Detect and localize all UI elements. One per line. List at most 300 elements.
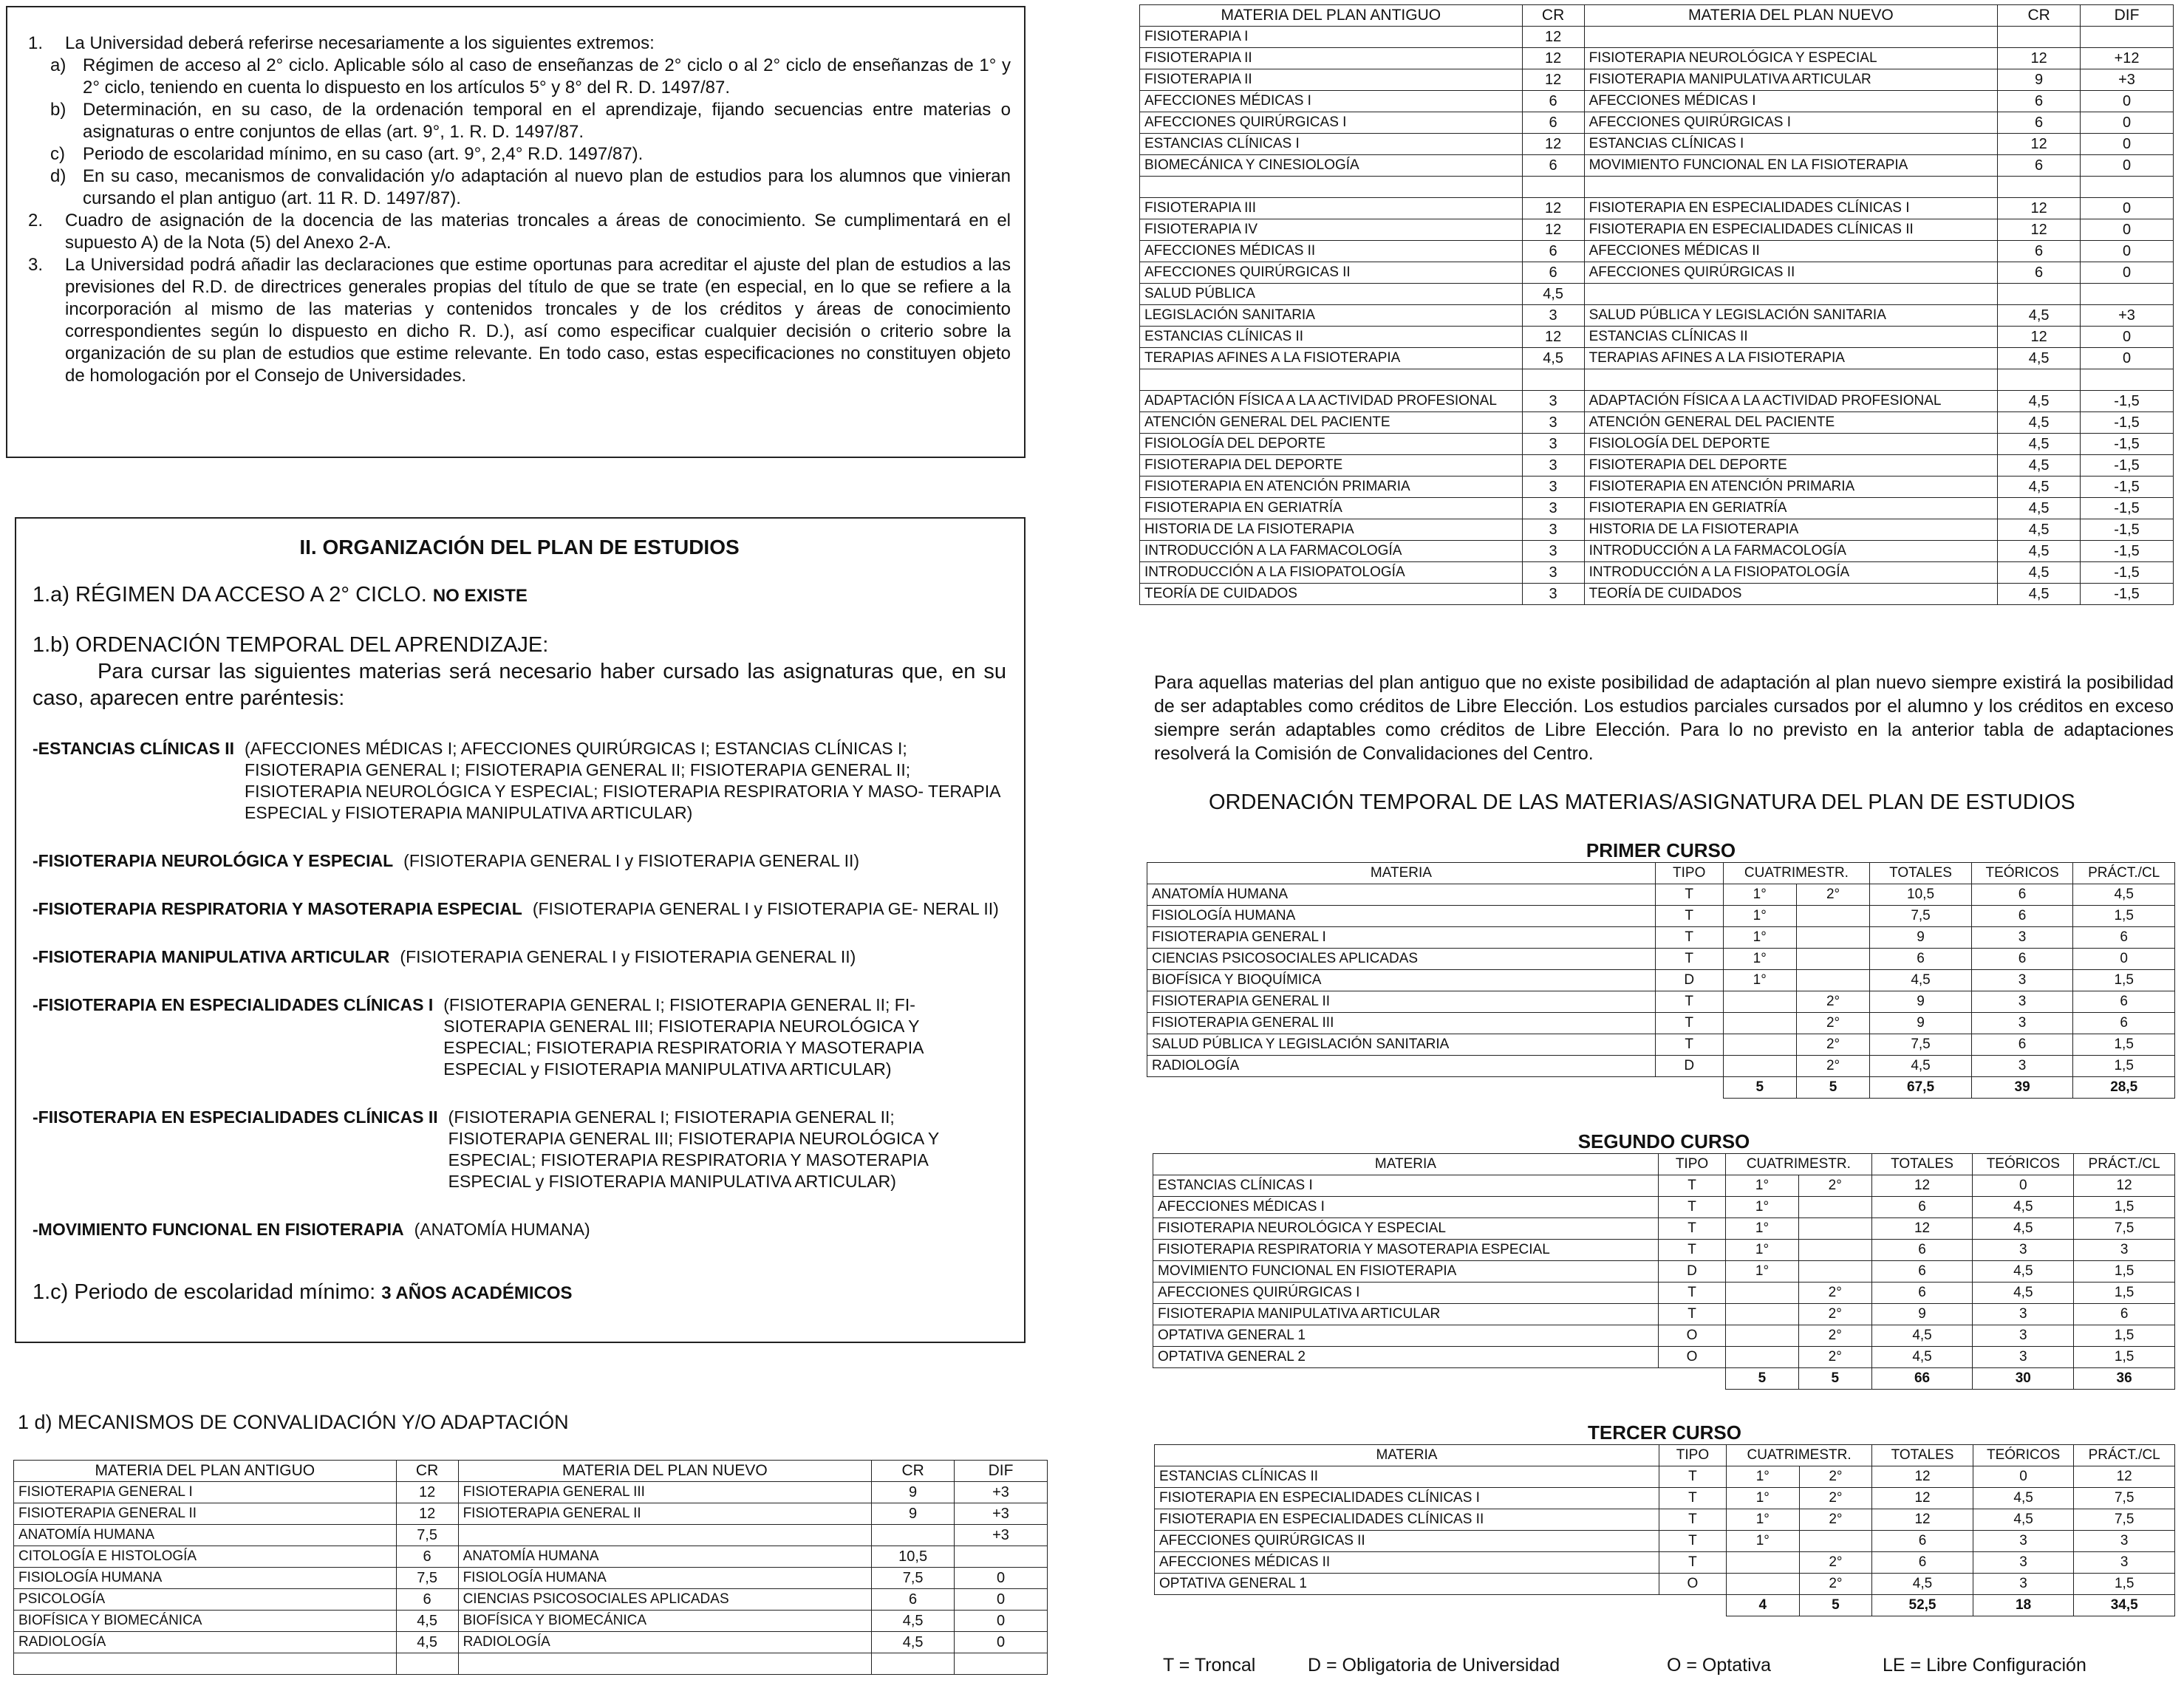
table-cell: 1,5: [2073, 906, 2175, 927]
column-header: TOTALES: [1871, 1154, 1973, 1175]
table-cell: 6: [1871, 1261, 1973, 1283]
table-cell: [1584, 284, 1998, 305]
table-cell: 3: [1971, 1056, 2073, 1077]
table-cell: 4,5: [1998, 584, 2081, 605]
table-cell: -1,5: [2081, 584, 2174, 605]
table-row: [1140, 562, 2174, 584]
rule-prerequisites: (ANATOMÍA HUMANA): [414, 1220, 590, 1239]
table-cell: T: [1658, 1283, 1725, 1304]
regimen-acceso: [33, 581, 1006, 609]
note-3: [28, 254, 1011, 387]
table-cell: FISIOTERAPIA DEL DEPORTE: [1584, 455, 1998, 477]
column-header: CR: [872, 1461, 955, 1482]
table-cell: 7,5: [2074, 1488, 2175, 1509]
table-cell: [1723, 991, 1796, 1013]
regimen-label: 1.a) RÉGIMEN DA ACCESO A 2° CICLO.: [33, 583, 427, 607]
table-cell: 12: [1522, 198, 1584, 219]
table-cell: 6: [1998, 155, 2081, 177]
table-row: [1140, 391, 2174, 412]
table-cell: 4,5: [1973, 1488, 2074, 1509]
table-cell: BIOFÍSICA Y BIOMECÁNICA: [458, 1611, 872, 1632]
table-cell: 7,5: [396, 1568, 458, 1589]
regimen-value: NO EXISTE: [432, 586, 528, 606]
table-row: [14, 1482, 1048, 1503]
escolaridad: [33, 1279, 1006, 1307]
table-cell: 3: [1973, 1574, 2074, 1595]
table-cell: [396, 1653, 458, 1675]
table-cell: T: [1658, 1304, 1725, 1325]
table-cell: RADIOLOGÍA: [14, 1632, 397, 1653]
table-cell: FISIOTERAPIA GENERAL I: [1147, 927, 1656, 949]
table-cell: D: [1658, 1261, 1725, 1283]
table-cell: 4,5: [1870, 970, 1972, 991]
ordenacion-title: ORDENACIÓN TEMPORAL DE LAS MATERIAS/ASIGNATURA DEL PLAN DE ESTUDIOS: [1209, 790, 2075, 814]
blank-cell: [1147, 1077, 1724, 1099]
org-title: II. ORGANIZACIÓN DEL PLAN DE ESTUDIOS: [299, 536, 740, 559]
table-row: [1140, 412, 2174, 434]
table-cell: PSICOLOGÍA: [14, 1589, 397, 1611]
rule-subject: -ESTANCIAS CLÍNICAS II: [33, 739, 235, 758]
table-cell: O: [1658, 1325, 1725, 1347]
table-row: [1140, 155, 2174, 177]
note-text: Cuadro de asignación de la docencia de las materias troncales a áreas de conocimiento. Se cumplimentará en el supuesto A) de la Nota (5) del Anexo 2-A.: [65, 211, 1011, 253]
table-cell: 7,5: [396, 1525, 458, 1546]
table-cell: 1°: [1726, 1240, 1799, 1261]
table-cell: 3: [1522, 455, 1584, 477]
table-cell: [2081, 369, 2174, 391]
table-cell: 4,5: [1998, 305, 2081, 327]
table-cell: ATENCIÓN GENERAL DEL PACIENTE: [1584, 412, 1998, 434]
table-cell: 6: [1872, 1531, 1973, 1552]
table-cell: 4,5: [1973, 1218, 2074, 1240]
table-cell: INTRODUCCIÓN A LA FISIOPATOLOGÍA: [1140, 562, 1523, 584]
table-cell: 6: [1522, 241, 1584, 262]
table-row: [1140, 498, 2174, 519]
table-cell: 7,5: [872, 1568, 955, 1589]
table-cell: 3: [1973, 1240, 2074, 1261]
table-cell: FISIOTERAPIA IV: [1140, 219, 1523, 241]
table-cell: 3: [1973, 1347, 2074, 1368]
column-header: CR: [1998, 5, 2081, 27]
table-cell: HISTORIA DE LA FISIOTERAPIA: [1140, 519, 1523, 541]
table-cell: D: [1655, 1056, 1723, 1077]
table-cell: FISIOTERAPIA GENERAL III: [458, 1482, 872, 1503]
table-row: [1140, 519, 2174, 541]
table-row: [14, 1546, 1048, 1568]
subitem-letter: d): [50, 166, 66, 186]
note-subitem: [50, 99, 1011, 143]
table-cell: 4,5: [1998, 541, 2081, 562]
table-cell: 3: [1522, 562, 1584, 584]
table-cell: FISIOTERAPIA III: [1140, 198, 1523, 219]
table-cell: 3: [1973, 1552, 2074, 1574]
note-subitem: [50, 55, 1011, 99]
subitem-letter: b): [50, 100, 66, 120]
table-cell: MOVIMIENTO FUNCIONAL EN LA FISIOTERAPIA: [1584, 155, 1998, 177]
table-cell: 12: [1871, 1175, 1973, 1197]
table-cell: FISIOTERAPIA NEUROLÓGICA Y ESPECIAL: [1153, 1218, 1659, 1240]
table-cell: T: [1659, 1466, 1726, 1488]
table-cell: 0: [1973, 1466, 2074, 1488]
table-cell: T: [1655, 1013, 1723, 1034]
table-cell: 0: [2081, 134, 2174, 155]
table-cell: AFECCIONES MÉDICAS I: [1584, 91, 1998, 112]
rule-prerequisites: (FISIOTERAPIA GENERAL I; FISIOTERAPIA GENERAL II; FISIOTERAPIA GENERAL III; FISIOTERAPIA NEUROLÓGICA Y ESPECIAL; FISIOTERAPIA RESPIRATORIA Y MASOTERAPIA ESPECIAL y FISIOTERAPIA MANIPULATIVA ARTICULAR): [448, 1107, 939, 1191]
table-cell: 3: [1522, 519, 1584, 541]
table-cell: [458, 1653, 872, 1675]
table-cell: ANATOMÍA HUMANA: [14, 1525, 397, 1546]
table-cell: O: [1658, 1347, 1725, 1368]
table-cell: -1,5: [2081, 434, 2174, 455]
table-cell: 1°: [1723, 949, 1796, 970]
table-cell: [1723, 1056, 1796, 1077]
note-sublist: [28, 55, 1011, 210]
prerequisite-rule: [33, 1219, 1006, 1240]
table-cell: 6: [1998, 241, 2081, 262]
table-row: [14, 1653, 1048, 1675]
adaptation-table-right: [1139, 4, 2174, 605]
table-cell: 12: [1872, 1488, 1973, 1509]
total-cell: 34,5: [2074, 1595, 2175, 1616]
column-header: TEÓRICOS: [1973, 1154, 2074, 1175]
table-cell: 2°: [1799, 1509, 1872, 1531]
table-cell: FISIOTERAPIA EN ATENCIÓN PRIMARIA: [1140, 477, 1523, 498]
column-header: TIPO: [1659, 1445, 1726, 1466]
course-table: [1154, 1444, 2175, 1616]
header-row: [1155, 1445, 2175, 1466]
table-row: [14, 1611, 1048, 1632]
table-cell: 0: [2081, 241, 2174, 262]
table-cell: 12: [1998, 219, 2081, 241]
table-cell: 4,5: [1871, 1325, 1973, 1347]
table-row: [1153, 1175, 2175, 1197]
table-cell: ADAPTACIÓN FÍSICA A LA ACTIVIDAD PROFESIONAL: [1140, 391, 1523, 412]
table-row: [1140, 177, 2174, 198]
note-number: 3.: [28, 255, 44, 275]
prerequisite-rule: [33, 850, 1006, 872]
column-header: CUATRIMESTR.: [1726, 1445, 1871, 1466]
table-cell: 12: [1998, 134, 2081, 155]
table-cell: 6: [2073, 991, 2175, 1013]
table-cell: [1522, 369, 1584, 391]
table-cell: 4,5: [1522, 348, 1584, 369]
column-header: TIPO: [1655, 863, 1723, 884]
table-cell: [1998, 284, 2081, 305]
rule-prerequisites: (FISIOTERAPIA GENERAL I y FISIOTERAPIA GENERAL II): [403, 851, 860, 870]
mecanismos-title: 1 d) MECANISMOS DE CONVALIDACIÓN Y/O ADAPTACIÓN: [18, 1411, 569, 1433]
column-header: TOTALES: [1872, 1445, 1973, 1466]
table-cell: SALUD PÚBLICA Y LEGISLACIÓN SANITARIA: [1147, 1034, 1656, 1056]
table-cell: 1,5: [2074, 1325, 2175, 1347]
table-cell: 4,5: [1998, 455, 2081, 477]
subitem-letter: c): [50, 144, 65, 164]
course-block-1: [1147, 839, 2175, 1099]
table-cell: 12: [1872, 1509, 1973, 1531]
total-cell: 28,5: [2073, 1077, 2175, 1099]
table-cell: [1726, 1304, 1799, 1325]
subitem-letter: a): [50, 55, 66, 75]
table-cell: +3: [2081, 305, 2174, 327]
table-cell: [1723, 1034, 1796, 1056]
table-row: [14, 1525, 1048, 1546]
rules-list: [33, 738, 1006, 1240]
table-cell: 9: [1870, 1013, 1972, 1034]
table-row: [1140, 219, 2174, 241]
table-cell: 1,5: [2073, 1056, 2175, 1077]
table-cell: 0: [955, 1611, 1048, 1632]
table-cell: BIOFÍSICA Y BIOQUÍMICA: [1147, 970, 1656, 991]
table-cell: OPTATIVA GENERAL 1: [1155, 1574, 1659, 1595]
table-row: [1147, 949, 2175, 970]
table-cell: -1,5: [2081, 455, 2174, 477]
rule-prerequisites: (FISIOTERAPIA GENERAL I y FISIOTERAPIA GENERAL II): [400, 947, 856, 966]
table-cell: [1998, 177, 2081, 198]
subitem-text: Periodo de escolaridad mínimo, en su caso (art. 9°, 2,4° R.D. 1497/87).: [83, 144, 644, 164]
table-cell: AFECCIONES QUIRÚRGICAS I: [1140, 112, 1523, 134]
table-cell: 3: [1522, 477, 1584, 498]
course-table: [1147, 862, 2175, 1099]
table-cell: ESTANCIAS CLÍNICAS II: [1155, 1466, 1659, 1488]
table-cell: [872, 1525, 955, 1546]
table-cell: 4,5: [1998, 519, 2081, 541]
table-cell: 0: [955, 1589, 1048, 1611]
table-cell: 2°: [1798, 1283, 1871, 1304]
table-cell: [2081, 177, 2174, 198]
column-header: MATERIA DEL PLAN ANTIGUO: [14, 1461, 397, 1482]
table-cell: FISIOTERAPIA EN GERIATRÍA: [1140, 498, 1523, 519]
table-cell: FISIOTERAPIA GENERAL I: [14, 1482, 397, 1503]
prerequisite-rule: [33, 898, 1006, 920]
table-row: [1147, 970, 2175, 991]
table-cell: 4,5: [1871, 1347, 1973, 1368]
table-cell: 6: [396, 1546, 458, 1568]
table-cell: 4,5: [1998, 434, 2081, 455]
total-cell: 4: [1726, 1595, 1799, 1616]
header-row: [14, 1461, 1048, 1482]
note-number: 1.: [28, 33, 44, 53]
table-cell: -1,5: [2081, 519, 2174, 541]
table-cell: ESTANCIAS CLÍNICAS I: [1153, 1175, 1659, 1197]
table-cell: -1,5: [2081, 391, 2174, 412]
table-row: [1140, 327, 2174, 348]
table-cell: FISIOTERAPIA EN GERIATRÍA: [1584, 498, 1998, 519]
prerequisite-rule: [33, 994, 1006, 1080]
table-cell: T: [1655, 949, 1723, 970]
escolaridad-value: 3 AÑOS ACADÉMICOS: [381, 1283, 573, 1303]
table-cell: 6: [2073, 1013, 2175, 1034]
table-cell: 1°: [1726, 1197, 1799, 1218]
table-cell: T: [1659, 1531, 1726, 1552]
table-cell: 4,5: [2073, 884, 2175, 906]
rule-subject: -FISIOTERAPIA EN ESPECIALIDADES CLÍNICAS I: [33, 995, 434, 1014]
legend-obligatoria: D = Obligatoria de Universidad: [1308, 1655, 1560, 1676]
table-row: [1153, 1304, 2175, 1325]
table-cell: FISIOLOGÍA DEL DEPORTE: [1140, 434, 1523, 455]
course-block-2: [1153, 1130, 2175, 1390]
table-cell: 12: [1522, 219, 1584, 241]
table-cell: 6: [1871, 1197, 1973, 1218]
table-cell: [955, 1653, 1048, 1675]
rule-subject: -FISIOTERAPIA MANIPULATIVA ARTICULAR: [33, 947, 390, 966]
table-cell: FISIOTERAPIA EN ESPECIALIDADES CLÍNICAS I: [1155, 1488, 1659, 1509]
table-cell: +3: [2081, 69, 2174, 91]
table-cell: FISIOTERAPIA EN ESPECIALIDADES CLÍNICAS II: [1155, 1509, 1659, 1531]
table-cell: 6: [1998, 262, 2081, 284]
table-cell: 12: [1522, 27, 1584, 48]
total-cell: 18: [1973, 1595, 2074, 1616]
table-cell: [1726, 1283, 1799, 1304]
table-cell: [1584, 27, 1998, 48]
adaptation-note: Para aquellas materias del plan antiguo que no existe posibilidad de adaptación al plan nuevo siempre existirá la posibilidad de ser adaptables como créditos de Libre Elección. Los estudios parciales cursados por el alumno y los créditos en exceso siempre serán adaptables como créditos de Libre Elección. Para lo no previsto en la anterior tabla de adaptaciones resolverá la Comisión de Convalidaciones del Centro.: [1154, 672, 2174, 764]
column-header: CUATRIMESTR.: [1726, 1154, 1872, 1175]
table-cell: 6: [1971, 1034, 2073, 1056]
table-cell: 0: [2081, 198, 2174, 219]
legend-libre: LE = Libre Configuración: [1883, 1655, 2086, 1676]
table-cell: ADAPTACIÓN FÍSICA A LA ACTIVIDAD PROFESIONAL: [1584, 391, 1998, 412]
table-cell: 4,5: [872, 1632, 955, 1653]
rule-subject: -MOVIMIENTO FUNCIONAL EN FISIOTERAPIA: [33, 1220, 404, 1239]
table-cell: FISIOTERAPIA EN ESPECIALIDADES CLÍNICAS I: [1584, 198, 1998, 219]
table-row: [1155, 1531, 2175, 1552]
table-cell: +3: [955, 1482, 1048, 1503]
note-number: 2.: [28, 211, 44, 230]
table-cell: 1,5: [2074, 1347, 2175, 1368]
table-cell: 12: [1998, 327, 2081, 348]
header-row: [1140, 5, 2174, 27]
table-cell: 4,5: [1973, 1283, 2074, 1304]
table-cell: INTRODUCCIÓN A LA FARMACOLOGÍA: [1140, 541, 1523, 562]
table-cell: SALUD PÚBLICA Y LEGISLACIÓN SANITARIA: [1584, 305, 1998, 327]
column-header: TEÓRICOS: [1971, 863, 2073, 884]
table-cell: 4,5: [1973, 1509, 2074, 1531]
table-cell: ESTANCIAS CLÍNICAS II: [1140, 327, 1523, 348]
table-row: [1155, 1466, 2175, 1488]
totals-row: [1155, 1595, 2175, 1616]
table-cell: 4,5: [1973, 1261, 2074, 1283]
table-cell: 3: [1522, 434, 1584, 455]
column-header: CR: [1522, 5, 1584, 27]
table-cell: 3: [1971, 927, 2073, 949]
table-cell: [1798, 1218, 1871, 1240]
table-row: [1147, 884, 2175, 906]
total-cell: 66: [1871, 1368, 1973, 1390]
table-cell: 0: [955, 1568, 1048, 1589]
table-cell: [1140, 177, 1523, 198]
table-row: [14, 1632, 1048, 1653]
table-cell: 4,5: [1998, 477, 2081, 498]
table-cell: 1°: [1726, 1218, 1799, 1240]
table-row: [1155, 1488, 2175, 1509]
table-row: [1140, 27, 2174, 48]
table-row: [1147, 927, 2175, 949]
table-cell: 1°: [1726, 1175, 1799, 1197]
table-cell: 1,5: [2074, 1574, 2175, 1595]
table-cell: T: [1659, 1552, 1726, 1574]
note-text: La Universidad podrá añadir las declaraciones que estime oportunas para acreditar el ajuste del plan de estudios a las previsiones del R.D. de directrices generales propias del título de que se trate (en especial, en lo que se refiere a la incorporación al mismo de las materias y contenidos troncales y de los créditos y áreas de conocimiento correspondientes según lo dispuesto en dicho R. D.), así como especificar cualquier decisión o criterio sobre la organización de su plan de estudios que estime relevante. En todo caso, estas especificaciones no constituyen objeto de homologación por el Consejo de Universidades.: [65, 255, 1011, 386]
table-cell: 3: [2074, 1531, 2175, 1552]
table-cell: 3: [1522, 498, 1584, 519]
table-cell: 12: [1871, 1218, 1973, 1240]
table-cell: 4,5: [1872, 1574, 1973, 1595]
table-cell: [1726, 1552, 1799, 1574]
course-title: SEGUNDO CURSO: [1577, 1130, 1750, 1152]
prerequisite-rule: [33, 946, 1006, 968]
rule-prerequisites: (FISIOTERAPIA GENERAL I y FISIOTERAPIA GE- NERAL II): [532, 899, 999, 918]
table-row: [1153, 1261, 2175, 1283]
table-cell: -1,5: [2081, 477, 2174, 498]
table-cell: ATENCIÓN GENERAL DEL PACIENTE: [1140, 412, 1523, 434]
table-cell: 10,5: [872, 1546, 955, 1568]
table-cell: 6: [396, 1589, 458, 1611]
column-header: MATERIA: [1153, 1154, 1659, 1175]
table-row: [1140, 541, 2174, 562]
table-cell: OPTATIVA GENERAL 1: [1153, 1325, 1659, 1347]
table-cell: AFECCIONES MÉDICAS II: [1140, 241, 1523, 262]
table-cell: [1796, 906, 1869, 927]
table-row: [1153, 1325, 2175, 1347]
table-cell: FISIOTERAPIA DEL DEPORTE: [1140, 455, 1523, 477]
column-header: MATERIA DEL PLAN NUEVO: [1584, 5, 1998, 27]
table-cell: 1,5: [2073, 1034, 2175, 1056]
table-cell: [1798, 1261, 1871, 1283]
column-header: PRÁCT./CL: [2073, 863, 2175, 884]
total-cell: 36: [2074, 1368, 2175, 1390]
table-cell: T: [1658, 1240, 1725, 1261]
column-header: MATERIA DEL PLAN ANTIGUO: [1140, 5, 1523, 27]
table-cell: LEGISLACIÓN SANITARIA: [1140, 305, 1523, 327]
table-cell: ANATOMÍA HUMANA: [458, 1546, 872, 1568]
table-cell: 6: [2074, 1304, 2175, 1325]
table-cell: 3: [1973, 1325, 2074, 1347]
table-cell: 3: [1973, 1304, 2074, 1325]
table-cell: FISIOTERAPIA GENERAL II: [14, 1503, 397, 1525]
table-cell: AFECCIONES MÉDICAS I: [1153, 1197, 1659, 1218]
prerequisite-rule: [33, 1107, 1006, 1192]
table-cell: TEORÍA DE CUIDADOS: [1140, 584, 1523, 605]
table-row: [1147, 1013, 2175, 1034]
table-cell: 6: [1971, 884, 2073, 906]
table-cell: 4,5: [1870, 1056, 1972, 1077]
column-header: MATERIA: [1147, 863, 1656, 884]
rule-subject: -FIISOTERAPIA EN ESPECIALIDADES CLÍNICAS II: [33, 1107, 438, 1127]
table-cell: 6: [1522, 112, 1584, 134]
table-row: [1140, 434, 2174, 455]
table-cell: 2°: [1799, 1466, 1872, 1488]
table-cell: 4,5: [1998, 498, 2081, 519]
subitem-text: Régimen de acceso al 2° ciclo. Aplicable sólo al caso de enseñanzas de 2° ciclo o al 2° ciclo de enseñanzas de 1° y 2° ciclo, teniendo en cuenta lo dispuesto en los artículos 5° y 8° del R. D. 1497/87.: [83, 55, 1011, 98]
table-cell: 9: [1871, 1304, 1973, 1325]
note-2: [28, 210, 1011, 254]
table-row: [1140, 134, 2174, 155]
table-cell: AFECCIONES MÉDICAS II: [1584, 241, 1998, 262]
table-cell: RADIOLOGÍA: [458, 1632, 872, 1653]
table-cell: 0: [2081, 112, 2174, 134]
totals-row: [1153, 1368, 2175, 1390]
table-cell: AFECCIONES QUIRÚRGICAS II: [1140, 262, 1523, 284]
table-cell: 3: [1971, 970, 2073, 991]
table-cell: AFECCIONES QUIRÚRGICAS II: [1584, 262, 1998, 284]
course-title: PRIMER CURSO: [1586, 839, 1736, 861]
column-header: MATERIA: [1155, 1445, 1659, 1466]
table-cell: T: [1658, 1197, 1725, 1218]
table-cell: [14, 1653, 397, 1675]
header-row: [1147, 863, 2175, 884]
table-cell: 6: [1871, 1240, 1973, 1261]
column-header: CR: [396, 1461, 458, 1482]
table-cell: FISIOLOGÍA HUMANA: [14, 1568, 397, 1589]
table-cell: 10,5: [1870, 884, 1972, 906]
table-cell: 1°: [1726, 1488, 1799, 1509]
